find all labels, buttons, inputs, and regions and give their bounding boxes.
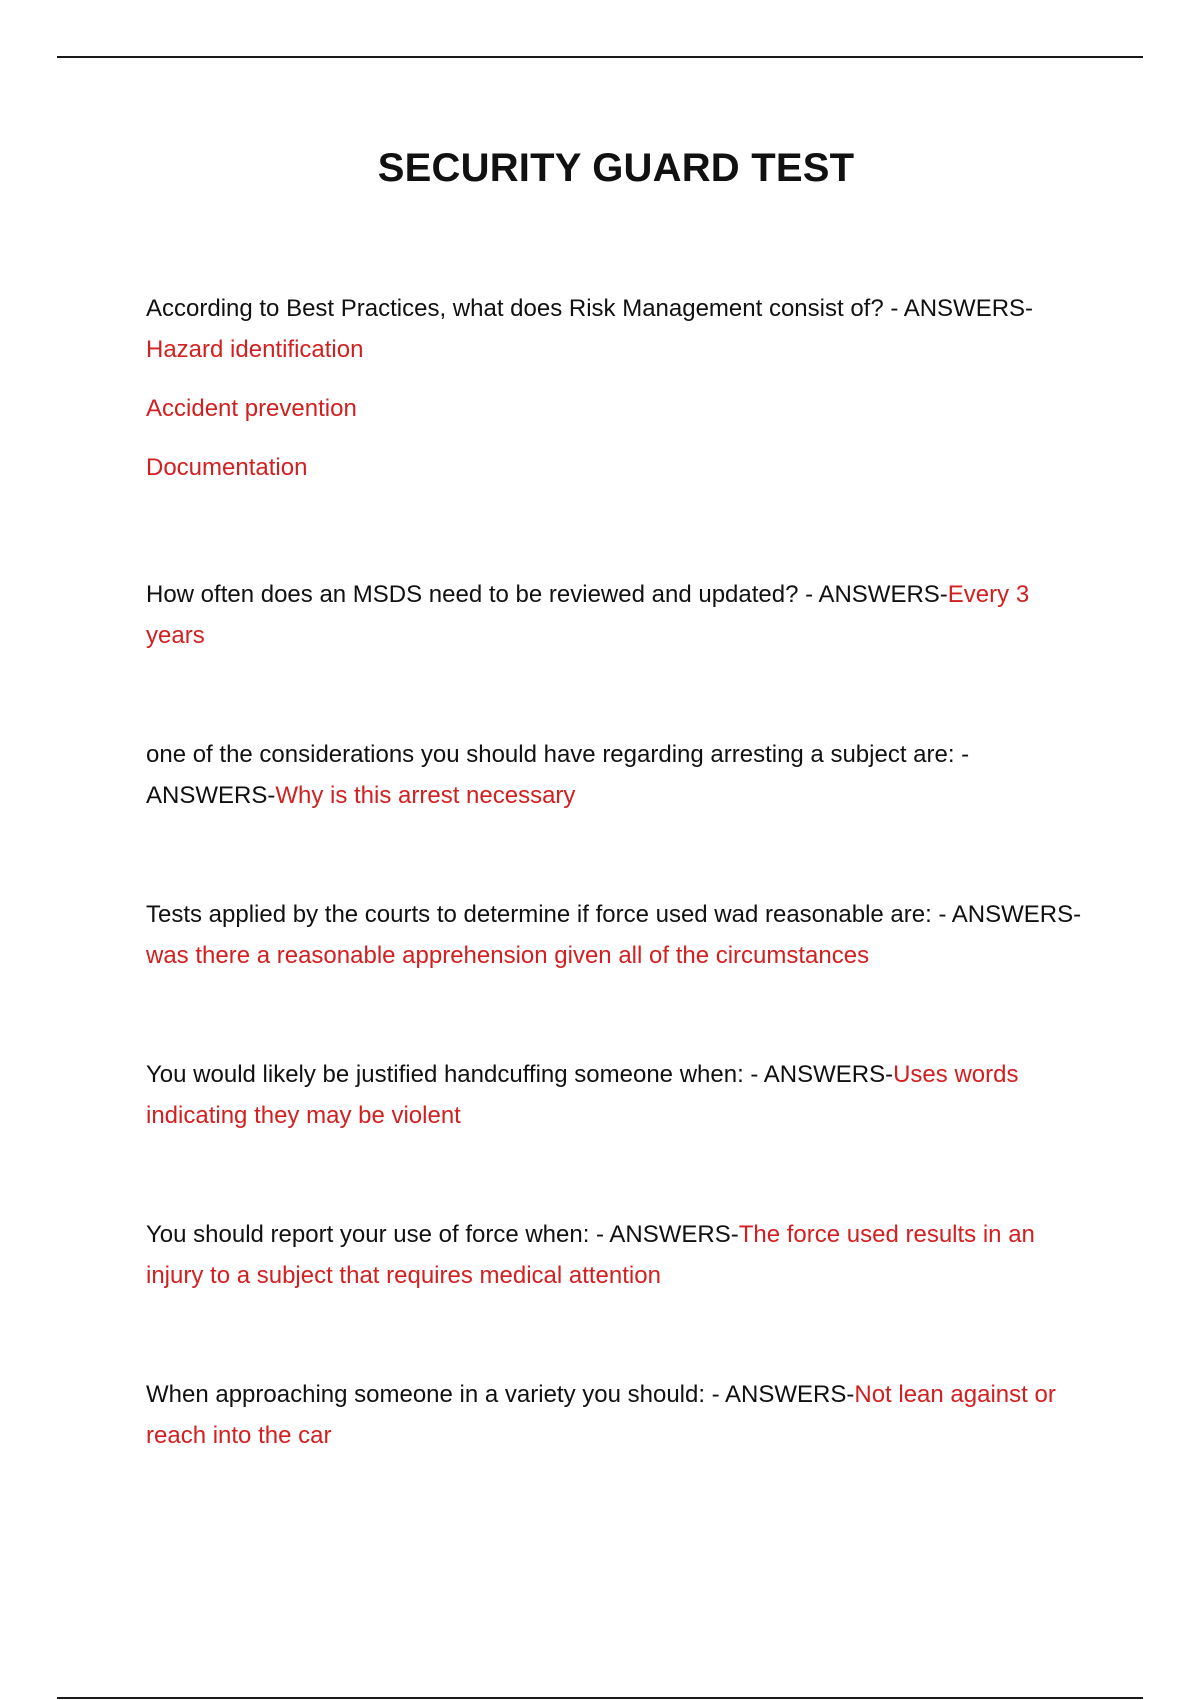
answer-text: Accident prevention (146, 395, 357, 422)
qa-item (146, 288, 1086, 488)
answer-text: Uses words indicating they may be violent (146, 1061, 1019, 1129)
answer-text: Every 3 years (146, 581, 1030, 649)
qa-list (146, 288, 1086, 1534)
question-text: You would likely be justified handcuffing someone when: - ANSWERS- (146, 1061, 894, 1088)
qa-item (146, 1054, 1086, 1136)
answer-text: was there a reasonable apprehension given all of the circumstances (146, 942, 870, 969)
question-text: You should report your use of force when: - ANSWERS- (146, 1221, 739, 1248)
question-text: one of the considerations you should have regarding arresting a subject are: - ANSWERS- (146, 741, 970, 809)
qa-item (146, 734, 1086, 816)
bottom-rule (57, 1697, 1143, 1699)
qa-item (146, 894, 1086, 976)
answer-text: Why is this arrest necessary (275, 782, 576, 809)
qa-item (146, 1214, 1086, 1296)
question-text: When approaching someone in a variety you should: - ANSWERS- (146, 1381, 855, 1408)
qa-item (146, 574, 1086, 656)
document-title: SECURITY GUARD TEST (377, 146, 855, 190)
answer-text: Documentation (146, 454, 308, 481)
answer-text: Hazard identification (146, 336, 364, 363)
question-text: According to Best Practices, what does Risk Management consist of? - ANSWERS- (146, 295, 1034, 322)
answer-text: The force used results in an injury to a subject that requires medical attention (146, 1221, 1035, 1289)
top-rule (57, 56, 1143, 58)
answer-text: Not lean against or reach into the car (146, 1381, 1056, 1449)
question-text: Tests applied by the courts to determine if force used wad reasonable are: - ANSWERS- (146, 901, 1082, 928)
question-text: How often does an MSDS need to be reviewed and updated? - ANSWERS- (146, 581, 948, 608)
qa-item (146, 1374, 1086, 1456)
